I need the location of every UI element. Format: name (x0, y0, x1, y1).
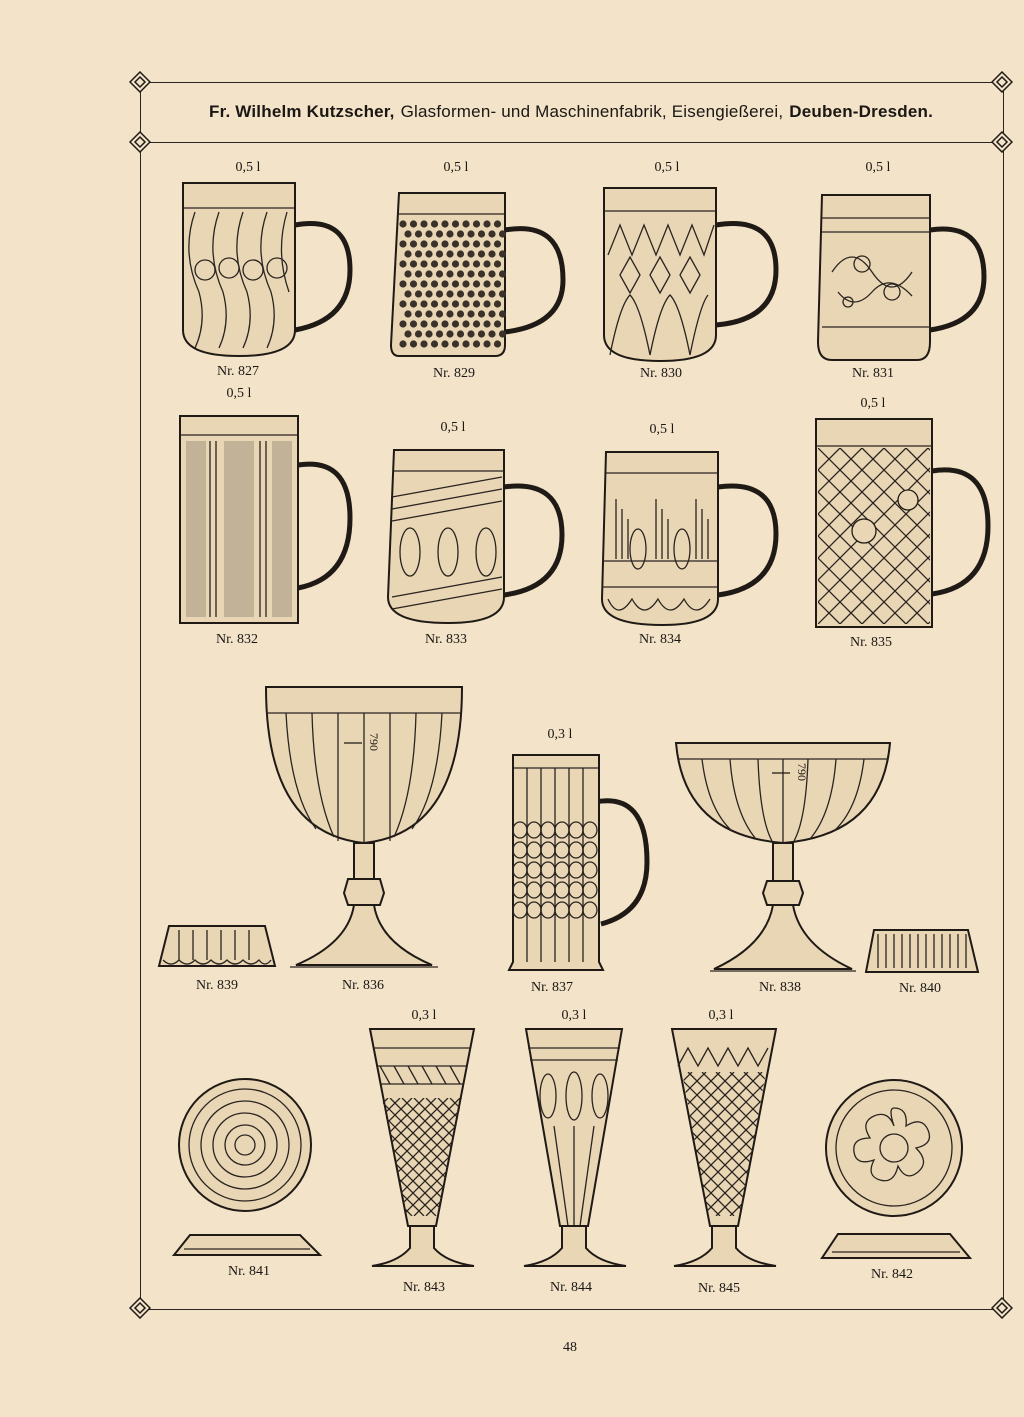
item-number-label: Nr. 835 (850, 635, 892, 650)
capacity-label: 0,5 l (649, 422, 675, 437)
item-number-label: Nr. 829 (433, 366, 475, 381)
capacity-label: 0,3 l (547, 727, 573, 742)
volume-mark: 790 (795, 763, 809, 781)
corner-ornament-icon (991, 71, 1013, 93)
glass-illustration-mug (176, 413, 356, 627)
glass-illustration-flute (366, 1026, 481, 1276)
glass-illustration-mug (812, 416, 992, 630)
capacity-label: 0,5 l (865, 160, 891, 175)
glass-illustration-mug (385, 190, 570, 362)
item-number-label: Nr. 838 (759, 980, 801, 995)
item-number-label: Nr. 834 (639, 632, 681, 647)
glass-illustration-mug (812, 192, 992, 364)
item-number-label: Nr. 837 (531, 980, 573, 995)
volume-mark: 790 (367, 733, 381, 751)
company-name: Fr. Wilhelm Kutzscher, (208, 102, 395, 121)
item-number-label: Nr. 836 (342, 978, 384, 993)
glass-illustration-flute (668, 1026, 783, 1276)
item-number-label: Nr. 845 (698, 1281, 740, 1296)
item-number-label: Nr. 841 (228, 1264, 270, 1279)
page-header (140, 82, 1002, 143)
item-number-label: Nr. 827 (217, 364, 259, 379)
item-number-label: Nr. 831 (852, 366, 894, 381)
item-number-label: Nr. 833 (425, 632, 467, 647)
glass-illustration-mug (175, 180, 360, 362)
page-number: 48 (563, 1340, 577, 1355)
corner-ornament-icon (129, 1297, 151, 1319)
glass-illustration-flute (518, 1026, 633, 1276)
capacity-label: 0,3 l (411, 1008, 437, 1023)
capacity-label: 0,5 l (654, 160, 680, 175)
capacity-label: 0,5 l (440, 420, 466, 435)
corner-ornament-icon (991, 131, 1013, 153)
item-number-label: Nr. 843 (403, 1280, 445, 1295)
glass-illustration-mug (382, 447, 567, 627)
glass-illustration-coaster (170, 1075, 325, 1265)
glass-illustration-tall-mug (505, 752, 655, 974)
item-number-label: Nr. 830 (640, 366, 682, 381)
capacity-label: 0,3 l (561, 1008, 587, 1023)
company-location: Deuben-Dresden. (789, 102, 933, 121)
capacity-label: 0,5 l (226, 386, 252, 401)
item-number-label: Nr. 840 (899, 981, 941, 996)
glass-illustration-coupe (672, 739, 894, 977)
glass-illustration-mug (598, 185, 783, 365)
company-description: Glasformen- und Maschinenfabrik, Eisengießerei, (400, 102, 784, 121)
capacity-label: 0,3 l (708, 1008, 734, 1023)
corner-ornament-icon (991, 1297, 1013, 1319)
item-number-label: Nr. 844 (550, 1280, 592, 1295)
glass-illustration-coaster (818, 1072, 973, 1267)
capacity-label: 0,5 l (860, 396, 886, 411)
item-number-label: Nr. 839 (196, 978, 238, 993)
capacity-label: 0,5 l (235, 160, 261, 175)
corner-ornament-icon (129, 131, 151, 153)
corner-ornament-icon (129, 71, 151, 93)
item-number-label: Nr. 832 (216, 632, 258, 647)
glass-illustration-dish (862, 926, 982, 976)
item-number-label: Nr. 842 (871, 1267, 913, 1282)
capacity-label: 0,5 l (443, 160, 469, 175)
glass-illustration-goblet (262, 683, 467, 973)
glass-illustration-mug (596, 449, 781, 629)
